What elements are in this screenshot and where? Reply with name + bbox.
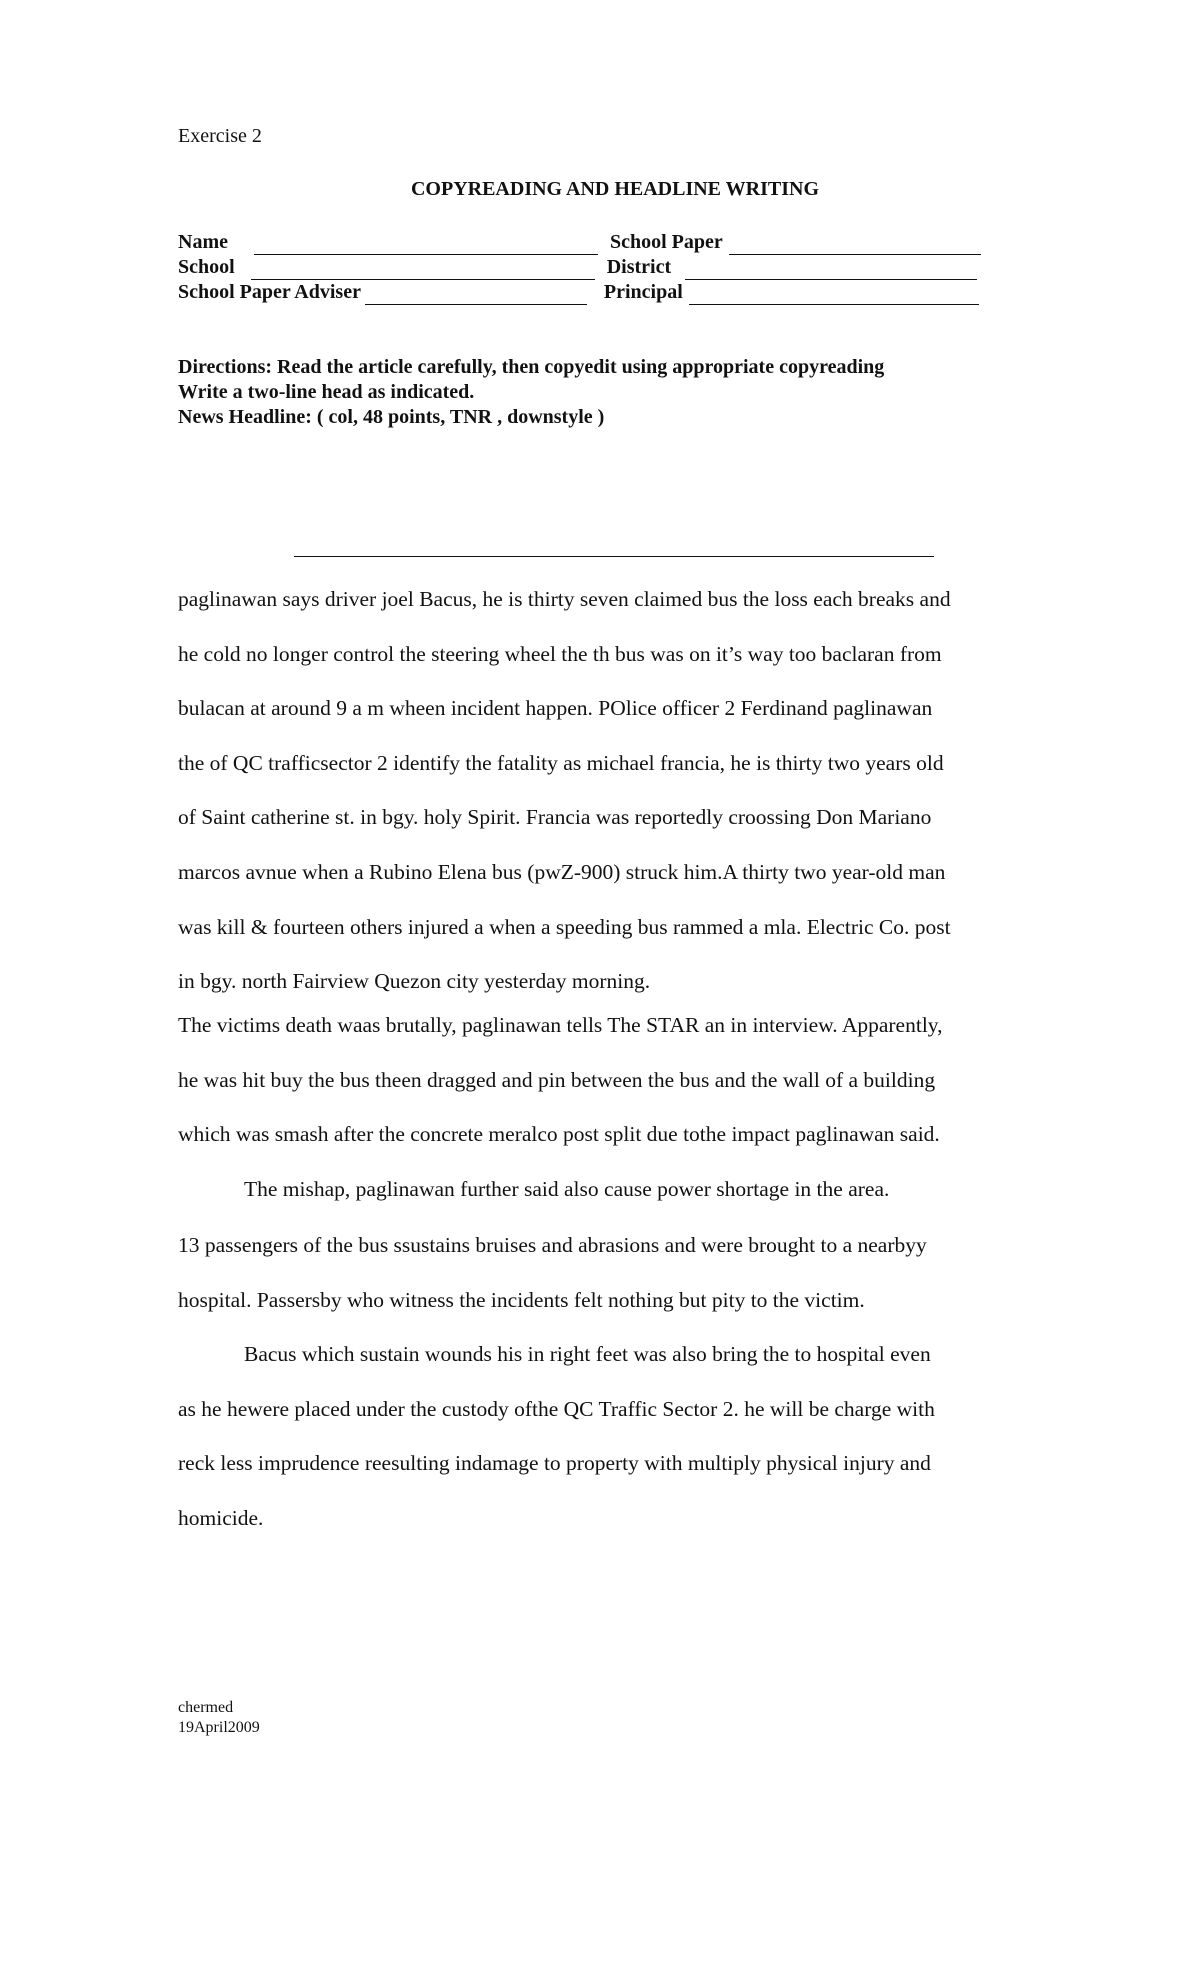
page-title: COPYREADING AND HEADLINE WRITING [410,178,820,200]
directions-block [178,355,884,430]
article-body [178,582,1038,1556]
school-label: School [178,256,235,278]
article-line: in bgy. north Fairview Quezon city yesterday morning. [178,969,651,994]
article-line: he was hit buy the bus theen dragged and pin between the bus and the wall of a building [178,1067,936,1092]
directions-line-2: Write a two-line head as indicated. [178,381,475,403]
directions-line-1: Directions: Read the article carefully, then copyedit using appropriate copyreading [178,356,885,378]
article-line: bulacan at around 9 a m wheen incident happen. POlice officer 2 Ferdinand paglinawan [178,696,933,721]
footer-author: chermed [178,1699,234,1716]
article-line: The victims death waas brutally, paglinawan tells The STAR an in interview. Apparently, [178,1013,943,1038]
adviser-label: School Paper Adviser [178,281,361,303]
article-line: of Saint catherine st. in bgy. holy Spirit. Francia was reportedly croossing Don Mariano [178,805,932,830]
info-fields [178,230,998,305]
article-line: paglinawan says driver joel Bacus, he is thirty seven claimed bus the loss each breaks and [178,587,951,611]
name-field [178,230,598,255]
district-label: District [606,256,672,278]
article-line: the of QC trafficsector 2 identify the fatality as michael francia, he is thirty two years old [178,750,944,775]
article-line: was kill & fourteen others injured a when a speeding bus rammed a mla. Electric Co. post [178,914,951,939]
article-line: reck less imprudence reesulting indamage to property with multiply physical injury and [178,1451,931,1476]
article-line: hospital. Passersby who witness the incidents felt nothing but pity to the victim. [178,1287,865,1312]
article-line: 13 passengers of the bus ssustains bruises and abrasions and were brought to a nearbyy [178,1232,927,1257]
article-line: which was smash after the concrete meralco post split due tothe impact paglinawan said. [178,1122,940,1147]
name-label: Name [178,231,228,253]
footer [178,1698,260,1738]
exercise-label: Exercise 2 [178,125,262,147]
principal-field [604,280,998,305]
directions-line-3: News Headline: ( col, 48 points, TNR , downstyle ) [178,406,605,428]
article-line: as he hewere placed under the custody ofthe QC Traffic Sector 2. he will be charge with [178,1396,935,1421]
district-field [607,255,998,280]
field-row-2 [178,255,998,280]
school-paper-blank [729,235,981,255]
field-row-1 [178,230,998,255]
school-blank [251,260,595,280]
district-blank [685,260,977,280]
article-line: he cold no longer control the steering wheel the th bus was on it’s way too baclaran from [178,641,942,666]
article-line: homicide. [178,1505,264,1530]
adviser-field [178,280,592,305]
headline-blank-line [294,556,934,557]
article-line: Bacus which sustain wounds his in right feet was also bring the to hospital even [244,1342,931,1367]
school-paper-field [610,230,998,255]
footer-date: 19April2009 [178,1719,260,1736]
field-row-3 [178,280,998,305]
adviser-blank [365,285,587,305]
school-paper-label: School Paper [610,231,723,253]
school-field [178,255,595,280]
principal-label: Principal [603,281,683,303]
principal-blank [689,285,979,305]
article-line: The mishap, paglinawan further said also cause power shortage in the area. [244,1176,890,1201]
article-line: marcos avnue when a Rubino Elena bus (pwZ-900) struck him.A thirty two year-old man [178,859,946,884]
name-blank [254,235,598,255]
